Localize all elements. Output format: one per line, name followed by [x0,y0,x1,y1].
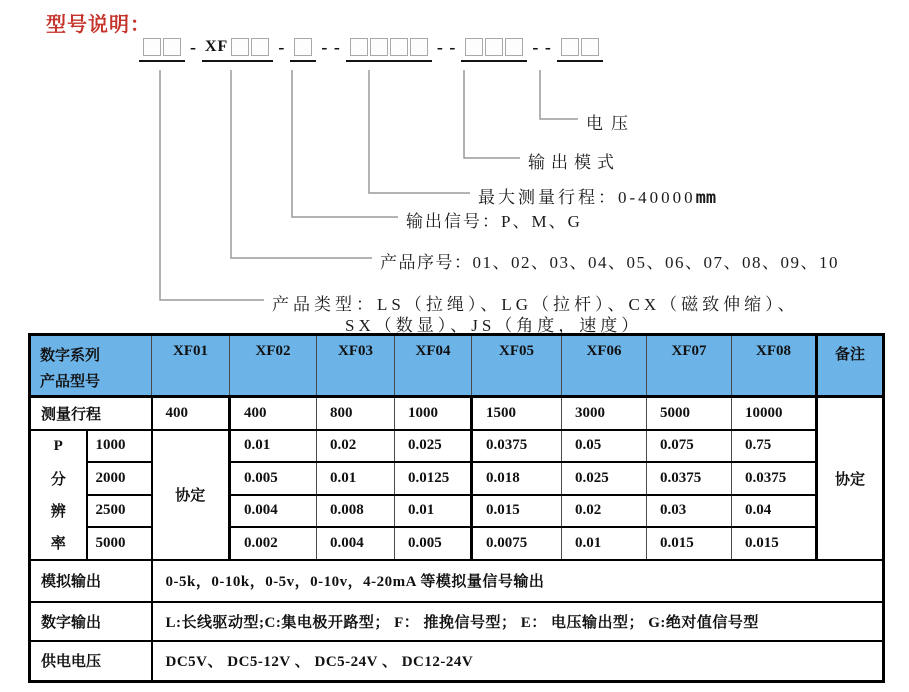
resolution-value: 0.0075 [472,527,562,560]
code-box [561,38,579,56]
code-group-output-signal [290,38,316,62]
model-col-header-xf01: XF01 [152,335,230,397]
supply-voltage-content: DC5V、 DC5-12V 、 DC5-24V 、 DC12-24V [152,641,884,682]
callout-product-type-line1: 产品类型：LS（拉绳）、LG（拉杆）、CX（磁致伸缩）、 [272,295,799,314]
model-col-header-xf05: XF05 [472,335,562,397]
resolution-value: 0.018 [472,462,562,495]
stroke-row [30,397,884,430]
resolution-value: 0.002 [230,527,317,560]
code-box [251,38,269,56]
resolution-value: 0.008 [317,495,395,528]
analog-output-content: 0-5k，0-10k，0-5v，0-10v，4-20mA 等模拟量信号输出 [152,560,884,602]
resolution-value: 0.004 [317,527,395,560]
code-box [465,38,483,56]
resolution-value: 0.01 [395,495,472,528]
digital-output-row [30,602,884,641]
resolution-value: 0.75 [732,430,817,463]
callout-output-mode: 输出模式 [528,153,620,172]
code-box [581,38,599,56]
code-prefix-xf: XF [205,38,229,55]
resolution-value: 0.0125 [395,462,472,495]
digital-output-label: 数字输出 [30,602,152,641]
code-separator: - [190,37,197,57]
stroke-value: 800 [317,397,395,430]
code-group-output-mode [461,38,527,62]
page-title: 型号说明： [46,14,151,36]
analog-output-row [30,560,884,602]
code-separator: - [278,37,286,57]
resolution-value: 0.015 [472,495,562,528]
code-group-product-type [139,38,185,62]
resolution-value: 0.075 [647,430,732,463]
resolution-row-1000 [30,430,884,463]
analog-output-label: 模拟输出 [30,560,152,602]
code-box [143,38,161,56]
header-series-line2: 产品型号 [40,374,101,390]
resolution-value: 0.04 [732,495,817,528]
resolution-value: 0.02 [562,495,647,528]
stroke-row-label: 测量行程 [30,397,152,430]
callout-product-type-line2: SX（数显）、JS（角度，速度） [345,316,643,335]
stroke-value: 400 [230,397,317,430]
code-box [294,38,312,56]
resolution-key: 2000 [87,462,152,495]
model-col-header-xf02: XF02 [230,335,317,397]
stroke-value: 400 [152,397,230,430]
stroke-value: 1500 [472,397,562,430]
resolution-value: 0.03 [647,495,732,528]
model-col-header-xf03: XF03 [317,335,395,397]
resolution-value: 0.005 [395,527,472,560]
resolution-value: 0.005 [230,462,317,495]
callout-max-stroke-text: 最大测量行程：0-40000 [478,188,696,207]
resolution-value: 0.004 [230,495,317,528]
header-series-line1: 数字系列 [40,348,101,364]
code-group-voltage [557,38,603,62]
xf01-agreement-cell: 协定 [152,430,230,560]
spec-table [28,333,885,683]
resolution-value: 0.015 [732,527,817,560]
code-separator: - - [436,37,457,57]
resolution-value: 0.0375 [732,462,817,495]
supply-voltage-row [30,641,884,682]
model-col-header-xf07: XF07 [647,335,732,397]
resolution-value: 0.0375 [472,430,562,463]
remark-col-header: 备注 [817,335,884,397]
stroke-value: 10000 [732,397,817,430]
resolution-value: 0.02 [317,430,395,463]
code-box [390,38,408,56]
supply-voltage-label: 供电电压 [30,641,152,682]
digital-output-content: L:长线驱动型;C:集电极开路型； F： 推挽信号型； E： 电压输出型； G:绝对值信号型 [152,602,884,641]
stroke-value: 1000 [395,397,472,430]
resolution-key: 2500 [87,495,152,528]
code-box [370,38,388,56]
code-group-max-stroke [346,38,432,62]
resolution-value: 0.01 [317,462,395,495]
resolution-key: 1000 [87,430,152,463]
resolution-value: 0.025 [395,430,472,463]
code-separator: - - [321,37,341,57]
resolution-value: 0.025 [562,462,647,495]
callout-product-serial: 产品序号：01、02、03、04、05、06、07、08、09、10 [380,253,839,272]
model-col-header-xf08: XF08 [732,335,817,397]
table-header-row [30,335,884,397]
code-box [163,38,181,56]
model-code [138,38,604,62]
resolution-value: 0.0375 [647,462,732,495]
resolution-value: 0.01 [230,430,317,463]
callout-voltage: 电压 [586,114,636,133]
code-separator: - - [532,37,552,57]
resolution-value: 0.05 [562,430,647,463]
stroke-value: 3000 [562,397,647,430]
header-series-model [30,335,152,397]
callout-output-signal: 输出信号：P、M、G [406,212,582,231]
code-box [485,38,503,56]
callout-max-stroke [478,183,716,208]
code-box [231,38,249,56]
model-col-header-xf04: XF04 [395,335,472,397]
stroke-value: 5000 [647,397,732,430]
remark-agreement-cell: 协定 [817,397,884,560]
code-box [505,38,523,56]
code-box [350,38,368,56]
resolution-value: 0.01 [562,527,647,560]
code-box [410,38,428,56]
resolution-axis-label: P 分 辨 率 [30,430,87,560]
resolution-key: 5000 [87,527,152,560]
callout-max-stroke-unit: mm [695,188,717,208]
model-col-header-xf06: XF06 [562,335,647,397]
code-group-series [202,38,273,62]
resolution-value: 0.015 [647,527,732,560]
